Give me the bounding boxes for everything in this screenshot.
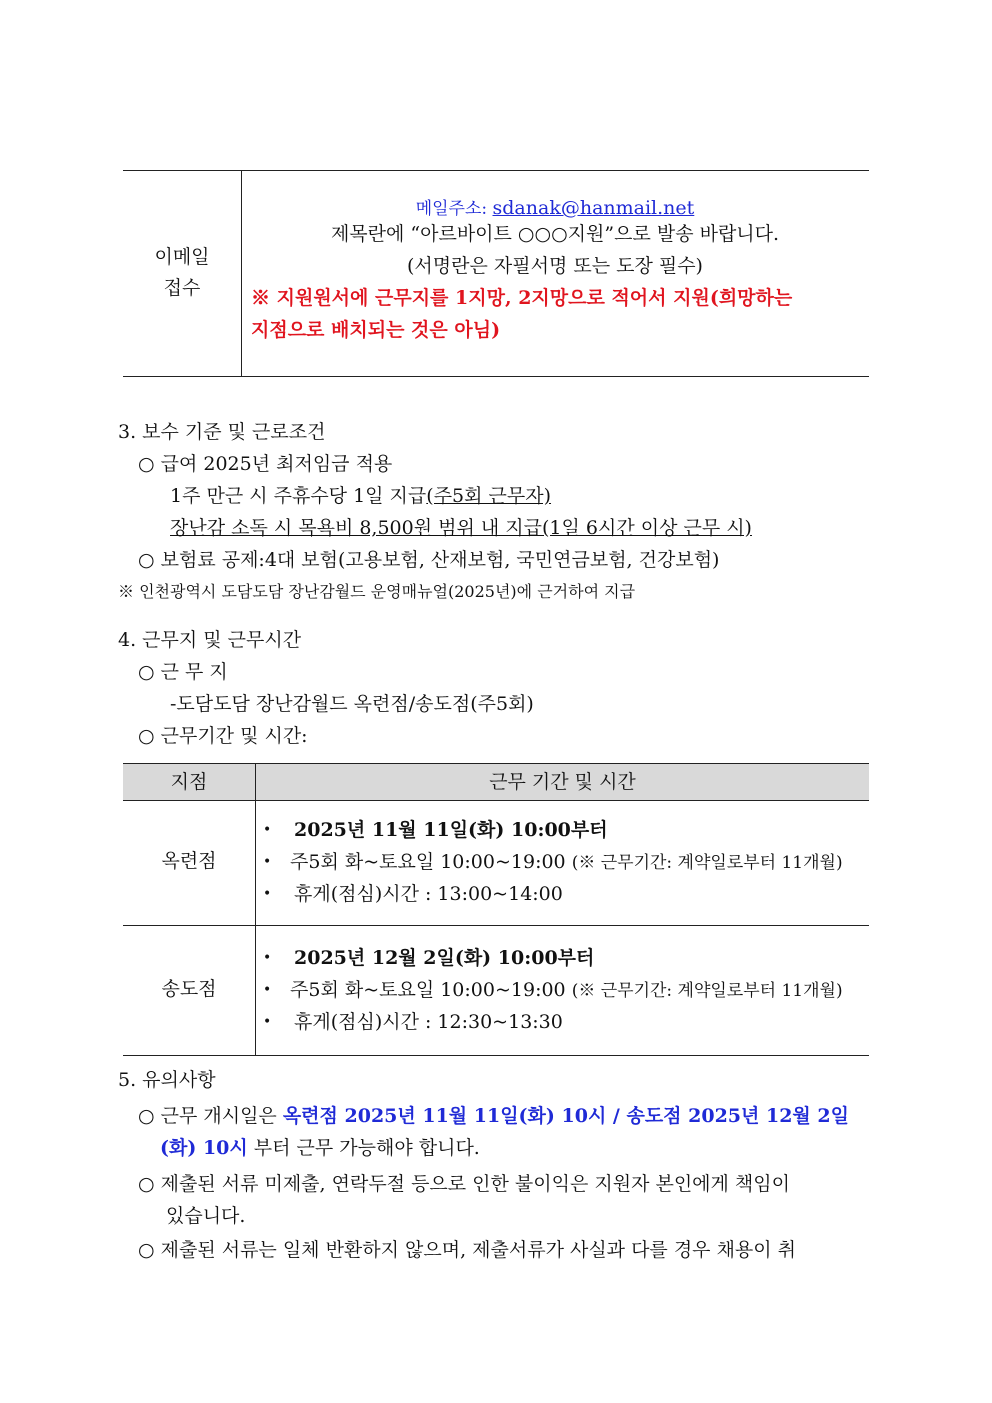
weekly-schedule [290, 851, 843, 874]
bullet-icon: • [263, 1014, 272, 1030]
subject-instruction: 제목란에 “아르바이트 ○○○지원”으로 발송 바랍니다. [330, 223, 780, 245]
start-notice-dates-cont: (화) 10시 [160, 1137, 248, 1159]
section5-heading: 5. 유의사항 [118, 1069, 216, 1091]
weekly-allowance-line [170, 485, 551, 507]
mail-address-link[interactable]: sdanak@hanmail.net [492, 197, 695, 219]
break-time: 휴게(점심)시간 : 12:30~13:30 [294, 1011, 563, 1033]
schedule-table [123, 763, 869, 1056]
header-branch: 지점 [170, 771, 208, 793]
bath-allowance-line: 장난감 소독 시 목욕비 8,500원 범위 내 지급(1일 6시간 이상 근무 시) [170, 517, 752, 539]
header-period: 근무 기간 및 시간 [489, 771, 636, 793]
schedule-table-header [123, 764, 869, 801]
email-label-cell [123, 171, 242, 376]
section4-heading: 4. 근무지 및 근무시간 [118, 629, 302, 651]
workplace-detail: -도담도담 장난감월드 옥련점/송도점(주5회) [170, 693, 534, 715]
email-submission-table [123, 170, 869, 377]
bullet-icon: • [263, 950, 272, 966]
manual-note: ※ 인천광역시 도담도담 장난감월드 운영매뉴얼(2025년)에 근거하여 지급 [118, 582, 636, 601]
workplace-item: ○ 근 무 지 [138, 661, 228, 683]
start-notice-line1 [138, 1105, 849, 1127]
email-label-line2: 접수 [163, 277, 201, 299]
liability-notice-line1: ○ 제출된 서류 미제출, 연락두절 등으로 인한 불이익은 지원자 본인에게 책임이 [138, 1173, 790, 1195]
schedule-note: (※ 근무기간: 계약일로부터 11개월) [571, 981, 843, 1001]
start-notice-dates: 옥련점 2025년 11월 11일(화) 10시 / 송도점 2025년 12월 2일 [282, 1105, 849, 1127]
bullet-icon: • [263, 982, 272, 998]
mail-prefix: 메일주소: [415, 199, 493, 219]
start-notice-pre: ○ 근무 개시일은 [138, 1105, 283, 1127]
signature-note: (서명란은 자필서명 또는 도장 필수) [407, 255, 703, 277]
column-divider [255, 764, 256, 1055]
bullet-icon: • [263, 822, 272, 838]
section3-heading: 3. 보수 기준 및 근로조건 [118, 421, 326, 443]
warning-line1: ※ 지원원서에 근무지를 1지망, 2지망으로 적어서 지원(희망하는 [251, 287, 793, 309]
start-date: 2025년 12월 2일(화) 10:00부터 [294, 947, 595, 969]
schedule-hours: 주5회 화~토요일 10:00~19:00 [290, 979, 572, 1001]
branch-name: 송도점 [161, 978, 217, 1000]
start-notice-post: 부터 근무 가능해야 합니다. [247, 1137, 480, 1159]
row-divider [123, 925, 869, 926]
bullet-icon: • [263, 854, 272, 870]
document-return-notice: ○ 제출된 서류는 일체 반환하지 않으며, 제출서류가 사실과 다를 경우 채용이 취 [138, 1239, 797, 1261]
start-notice-line2 [160, 1137, 480, 1159]
weekly-allowance-text: 1주 만근 시 주휴수당 1일 지급 [170, 485, 427, 507]
work-period-item: ○ 근무기간 및 시간: [138, 725, 308, 747]
schedule-hours: 주5회 화~토요일 10:00~19:00 [290, 851, 572, 873]
email-label-line1: 이메일 [154, 246, 210, 268]
insurance-item: ○ 보험료 공제:4대 보험(고용보험, 산재보험, 국민연금보험, 건강보험) [138, 549, 720, 571]
start-date: 2025년 11월 11일(화) 10:00부터 [294, 819, 608, 841]
break-time: 휴게(점심)시간 : 13:00~14:00 [294, 883, 563, 905]
weekly-allowance-condition: (주5회 근무자) [426, 485, 552, 507]
mail-address-line [241, 197, 869, 220]
weekly-schedule [290, 979, 843, 1002]
salary-item: ○ 급여 2025년 최저임금 적용 [138, 453, 393, 475]
branch-name: 옥련점 [161, 850, 217, 872]
bullet-icon: • [263, 886, 272, 902]
schedule-note: (※ 근무기간: 계약일로부터 11개월) [571, 853, 843, 873]
liability-notice-line2: 있습니다. [166, 1205, 246, 1227]
warning-line2: 지점으로 배치되는 것은 아님) [251, 319, 501, 341]
